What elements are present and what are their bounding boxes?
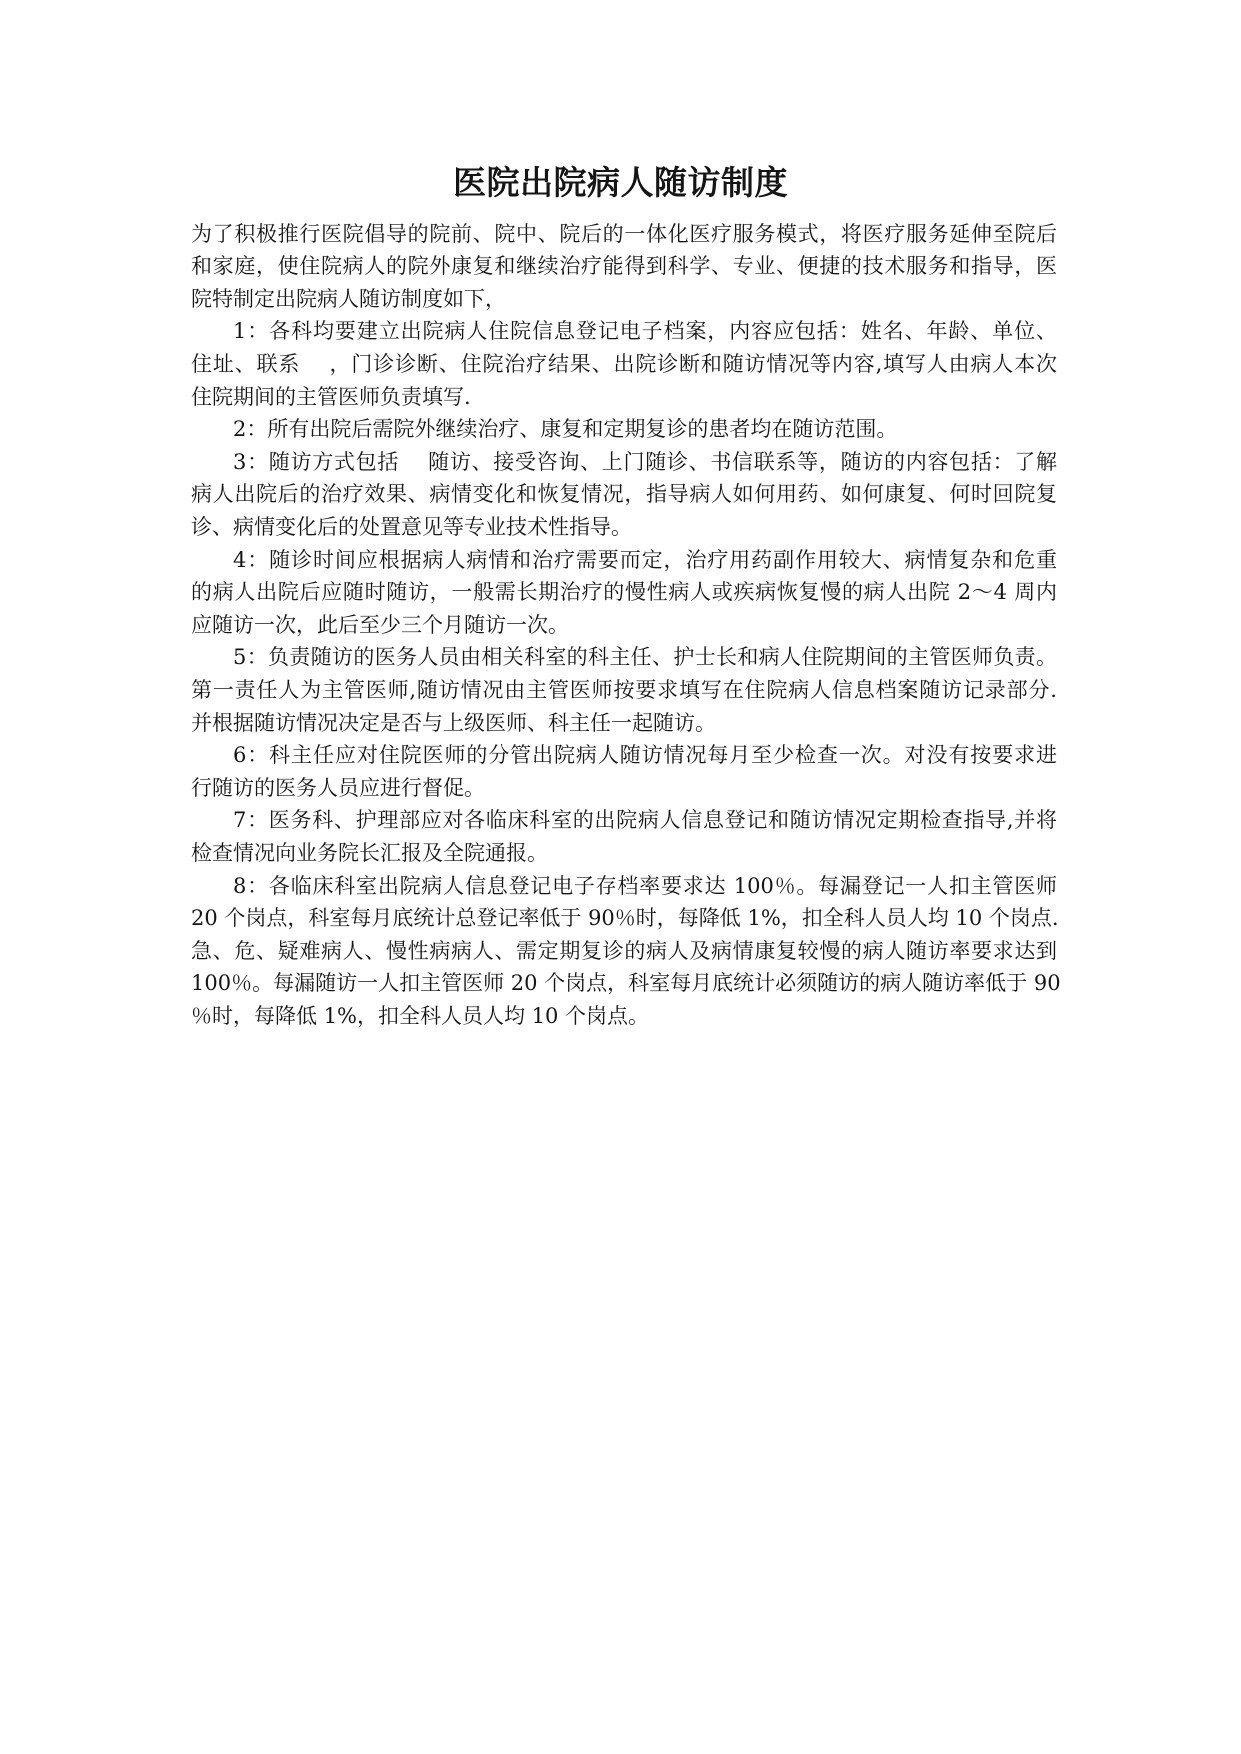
paragraph-line: 5：负责随访的医务人员由相关科室的科主任、护士长和病人住院期间的主管医师负责。 [233,645,1057,670]
rule-8-paragraph [191,870,1061,1033]
paragraph-line: 行随访的医务人员应进行督促。 [191,775,485,800]
paragraph-line: 3：随访方式包括 随访、接受咨询、上门随诊、书信联系等，随访的内容包括：了解 [233,449,1057,474]
paragraph-line: 院特制定出院病人随访制度如下， [191,286,506,311]
paragraph-line: 4：随诊时间应根据病人病情和治疗需要而定，治疗用药副作用较大、病情复杂和危重 [233,547,1057,572]
intro-paragraph [191,218,1057,316]
paragraph-line: 8：各临床科室出院病人信息登记电子存档率要求达 100％。每漏登记一人扣主管医师 [233,873,1057,898]
paragraph-line: 和家庭，使住院病人的院外康复和继续治疗能得到科学、专业、便捷的技术服务和指导，医 [191,254,1057,279]
paragraph-line: 7：医务科、护理部应对各临床科室的出院病人信息登记和随访情况定期检查指导,并将 [233,808,1057,833]
paragraph-line: 的病人出院后应随时随访，一般需长期治疗的慢性病人或疾病恢复慢的病人出院 2～4 周内 [191,580,1057,605]
paragraph-line: 1：各科均要建立出院病人住院信息登记电子档案，内容应包括：姓名、年龄、单位、 [233,319,1057,344]
rule-4-paragraph [191,544,1057,642]
rule-7-paragraph [191,804,1057,869]
paragraph-line: 6：科主任应对住院医师的分管出院病人随访情况每月至少检查一次。对没有按要求进 [233,743,1057,768]
paragraph-line: 检查情况向业务院长汇报及全院通报。 [191,840,548,865]
rule-3-paragraph [191,446,1057,544]
paragraph-line: 病人出院后的治疗效果、病情变化和恢复情况，指导病人如何用药、如何康复、何时回院复 [191,482,1057,507]
paragraph-line: 并根据随访情况决定是否与上级医师、科主任一起随访。 [191,710,716,735]
rule-6-paragraph [191,739,1057,804]
document-title: 医院出院病人随访制度 [453,163,788,202]
paragraph-line: 诊、病情变化后的处置意见等专业技术性指导。 [191,515,632,540]
rule-2-paragraph [191,413,1057,446]
paragraph-line: 住址、联系 ，门诊诊断、住院治疗结果、出院诊断和随访情况等内容,填写人由病人本次 [191,352,1057,377]
paragraph-line: ％时，每降低 1%，扣全科人员人均 10 个岗点。 [191,1003,650,1028]
paragraph-line: 100％。每漏随访一人扣主管医师 20 个岗点，科室每月底统计必须随访的病人随访率低于 90 [191,971,1061,996]
rule-1-paragraph [191,315,1057,413]
paragraph-line: 第一责任人为主管医师,随访情况由主管医师按要求填写在住院病人信息档案随访记录部分. [191,678,1057,702]
paragraph-line: 应随访一次，此后至少三个月随访一次。 [191,612,569,637]
paragraph-line: 为了积极推行医院倡导的院前、院中、院后的一体化医疗服务模式，将医疗服务延伸至院后 [191,221,1057,246]
paragraph-line: 住院期间的主管医师负责填写. [191,384,471,409]
paragraph-line: 2：所有出院后需院外继续治疗、康复和定期复诊的患者均在随访范围。 [233,417,898,442]
paragraph-line: 20 个岗点，科室每月底统计总登记率低于 90％时，每降低 1%，扣全科人员人均 10 个岗点. [191,906,1059,931]
rule-5-paragraph [191,641,1057,739]
paragraph-line: 急、危、疑难病人、慢性病病人、需定期复诊的病人及病情康复较慢的病人随访率要求达到 [191,938,1057,963]
document-body [191,218,1061,1033]
